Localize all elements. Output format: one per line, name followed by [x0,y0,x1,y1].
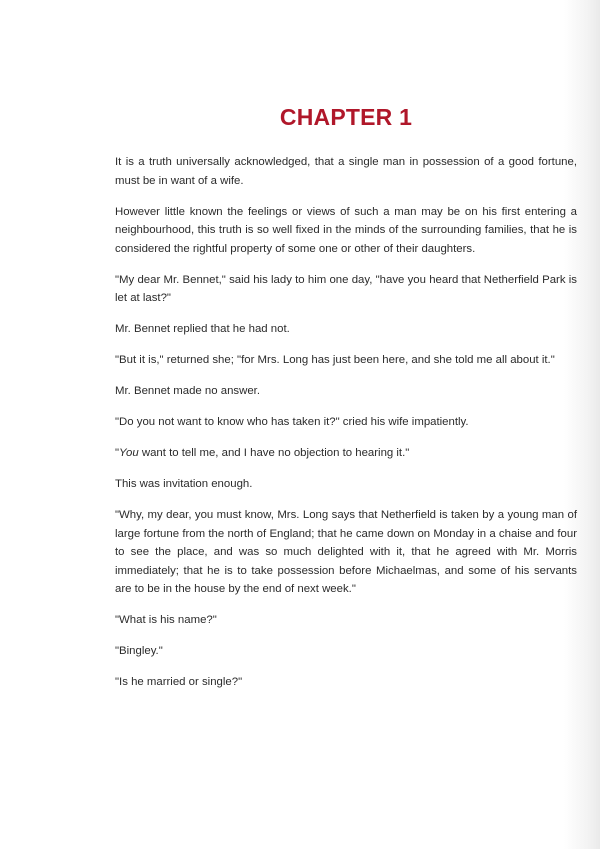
paragraph: "Why, my dear, you must know, Mrs. Long says that Netherfield is taken by a young man of large fortune from the north of England; that he came down on Monday in a chaise and four to see the place, and was so much delighted with it, that he agreed with Mr. Morris immediately; that he is to take possession before Michaelmas, and some of his servants are to be in the house by the end of next week." [115,509,577,595]
paragraph: However little known the feelings or views of such a man may be on his first entering a neighbourhood, this truth is so well fixed in the minds of the surrounding families, that he is considered the rightful property of some one or other of their daughters. [115,205,577,255]
emphasized-word: You [119,447,139,459]
paragraph-rest: want to tell me, and I have no objection to hearing it." [138,447,410,459]
paragraph: "What is his name?" [115,614,217,626]
paragraph: "Do you not want to know who has taken it?" cried his wife impatiently. [115,416,469,428]
paragraph: Mr. Bennet replied that he had not. [115,323,290,335]
paragraph: This was invitation enough. [115,478,253,490]
paragraph-quote-open: " [115,447,120,459]
paragraph: Mr. Bennet made no answer. [115,385,260,397]
paragraph: "But it is," returned she; "for Mrs. Long has just been here, and she told me all about it." [115,354,555,366]
paragraph: "Is he married or single?" [115,676,243,688]
paragraph: "Bingley." [115,645,163,657]
chapter-body [115,153,577,704]
paragraph [115,444,577,463]
chapter-title: CHAPTER 1 [279,104,413,130]
paragraph: It is a truth universally acknowledged, that a single man in possession of a good fortune, must be in want of a wife. [115,156,577,187]
paragraph: "My dear Mr. Bennet," said his lady to him one day, "have you heard that Netherfield Park is let at last?" [115,273,577,304]
